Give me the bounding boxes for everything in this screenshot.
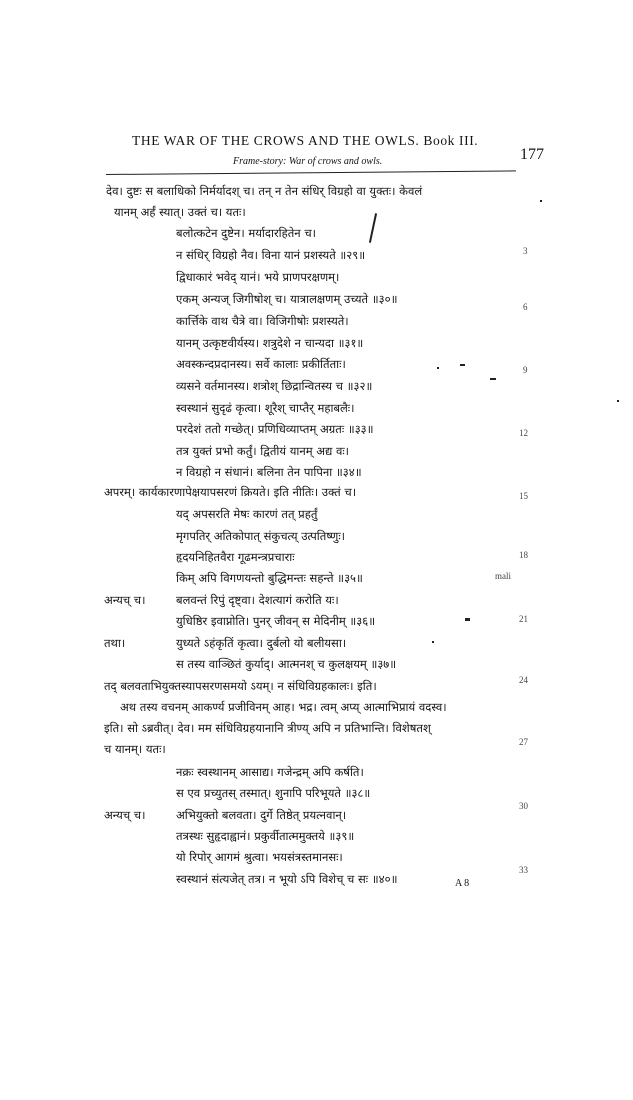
text-line: बलोत्कटेन दुष्टेन। मर्यादारहितेन च। <box>176 226 316 240</box>
text-line: यद् अपसरति मेषः कारणं तत् प्रहर्तुं <box>176 507 318 521</box>
text-line: कार्त्तिके वाथ चैत्रे वा। विजिगीषोः प्रशस्यते। <box>176 314 349 328</box>
text-line: किम् अपि विगणयन्तो बुद्धिमन्तः सहन्ते ॥३५॥ <box>176 571 363 585</box>
text-line: नक्रः स्वस्थानम् आसाद्य। गजेन्द्रम् अपि कर्षति। <box>176 765 364 779</box>
text-line: अन्यच् च। <box>104 808 146 822</box>
page-number: 177 <box>520 146 544 163</box>
speck <box>617 400 619 402</box>
line-number: 21 <box>519 614 528 624</box>
text-line: तत्रस्थः सुहृदाह्वानं। प्रकुर्वीतात्ममुक्तये ॥३९॥ <box>176 829 355 843</box>
text-line: युध्यते ऽहंकृतिं कृत्वा। दुर्बलो यो बलीयसा। <box>176 636 347 650</box>
line-number: 9 <box>523 365 528 375</box>
text-line: तथा। <box>104 636 126 650</box>
speck <box>432 641 434 643</box>
text-line: इति। सो ऽब्रवीत्। देव। मम संधिविग्रहयानानि त्रीण्य् अपि न प्रतिभान्ति। विशेषतश् <box>104 721 431 735</box>
line-number: 33 <box>519 865 528 875</box>
subhead: Frame-story: War of crows and owls. <box>233 156 383 167</box>
pencil-mark <box>369 213 377 243</box>
text-line: स एव प्रच्युतस् तस्मात्। शुनापि परिभूयते ॥३८॥ <box>176 786 371 800</box>
line-number: 24 <box>519 675 528 685</box>
text-line: व्यसने वर्तमानस्य। शत्रोश् छिद्रान्वितस्य च ॥३२॥ <box>176 379 373 393</box>
text-line: अभियुक्तो बलवता। दुर्गे तिष्ठेत् प्रयत्नवान्। <box>176 808 347 822</box>
line-number: 12 <box>519 428 528 438</box>
text-line: अवस्कन्दप्रदानस्य। सर्वे कालाः प्रकीर्तिताः। <box>176 357 346 371</box>
text-line: अपरम्। कार्यकारणापेक्षयापसरणं क्रियते। इति नीतिः। उक्तं च। <box>104 485 357 499</box>
text-line: यानम् उत्कृष्टवीर्यस्य। शत्रुदेशे न चान्यदा ॥३१॥ <box>176 336 364 350</box>
text-line: अथ तस्य वचनम् आकर्ण्य प्रजीविनम् आह। भद्र। त्वम् अप्य् आत्माभिप्रायं वदस्व। <box>120 700 447 714</box>
speck <box>540 200 542 202</box>
line-number: 30 <box>519 801 528 811</box>
running-head: THE WAR OF THE CROWS AND THE OWLS. Book III. <box>132 133 479 148</box>
margin-note: mali <box>495 571 511 581</box>
text-line: तत्र युक्तं प्रभो कर्तुं। द्वितीयं यानम् अद्य वः। <box>176 444 350 458</box>
text-line: स्वस्थानं सुदृढं कृत्वा। शूरैश् चाप्तैर् महाबलैः। <box>176 401 355 415</box>
line-number: 15 <box>519 491 528 501</box>
speck <box>460 364 465 366</box>
speck <box>490 378 496 380</box>
speck <box>465 618 470 621</box>
line-number: 27 <box>519 737 528 747</box>
signature-mark: A 8 <box>455 878 470 889</box>
text-line: बलवन्तं रिपुं दृष्ट्वा। देशत्यागं करोति यः। <box>176 593 339 607</box>
text-line: तद् बलवताभियुक्तस्यापसरणसमयो ऽयम्। न संधिविग्रहकालः। इति। <box>104 679 377 693</box>
line-number: 6 <box>523 302 528 312</box>
line-number: 18 <box>519 550 528 560</box>
text-line: च यानम्। यतः। <box>104 742 166 756</box>
text-line: द्विधाकारं भवेद् यानं। भये प्राणपरक्षणम्। <box>176 270 340 284</box>
line-number: 3 <box>523 246 528 256</box>
header-rule <box>106 170 516 175</box>
text-line: स्वस्थानं संत्यजेत् तत्र। न भूयो ऽपि विशेच् च सः ॥४०॥ <box>176 872 398 886</box>
text-line: मृगपतिर् अतिकोपात् संकुचत्य् उत्पतिष्णुः। <box>176 529 346 543</box>
text-line: यानम् अर्हं स्यात्। उक्तं च। यतः। <box>114 205 246 219</box>
text-line: देव। दुष्टः स बलाधिको निर्मर्यादश् च। तन् न तेन संधिर् विग्रहो वा युक्तः। केवलं <box>106 184 423 198</box>
text-line: यो रिपोर् आगमं श्रुत्वा। भयसंत्रस्तमानसः। <box>176 850 343 864</box>
text-line: हृदयनिहितवैरा गूढमन्त्रप्रचाराः <box>176 550 295 564</box>
text-line: युधिष्ठिर इवाप्नोति। पुनर् जीवन् स मेदिनीम् ॥३६॥ <box>176 614 376 628</box>
text-line: एकम् अन्यज् जिगीषोश् च। यात्रालक्षणम् उच्यते ॥३०॥ <box>176 292 398 306</box>
speck <box>437 367 439 369</box>
text-line: अन्यच् च। <box>104 593 146 607</box>
text-line: परदेशं ततो गच्छेत्। प्रणिधिव्याप्तम् अग्रतः ॥३३॥ <box>176 422 374 436</box>
text-line: न विग्रहो न संधानं। बलिना तेन पापिना ॥३४॥ <box>176 465 362 479</box>
text-line: स तस्य वाञ्छितं कुर्याद्। आत्मनश् च कुलक्षयम् ॥३७॥ <box>176 657 397 671</box>
text-line: न संधिर् विग्रहो नैव। विना यानं प्रशस्यते ॥२९॥ <box>176 248 366 262</box>
